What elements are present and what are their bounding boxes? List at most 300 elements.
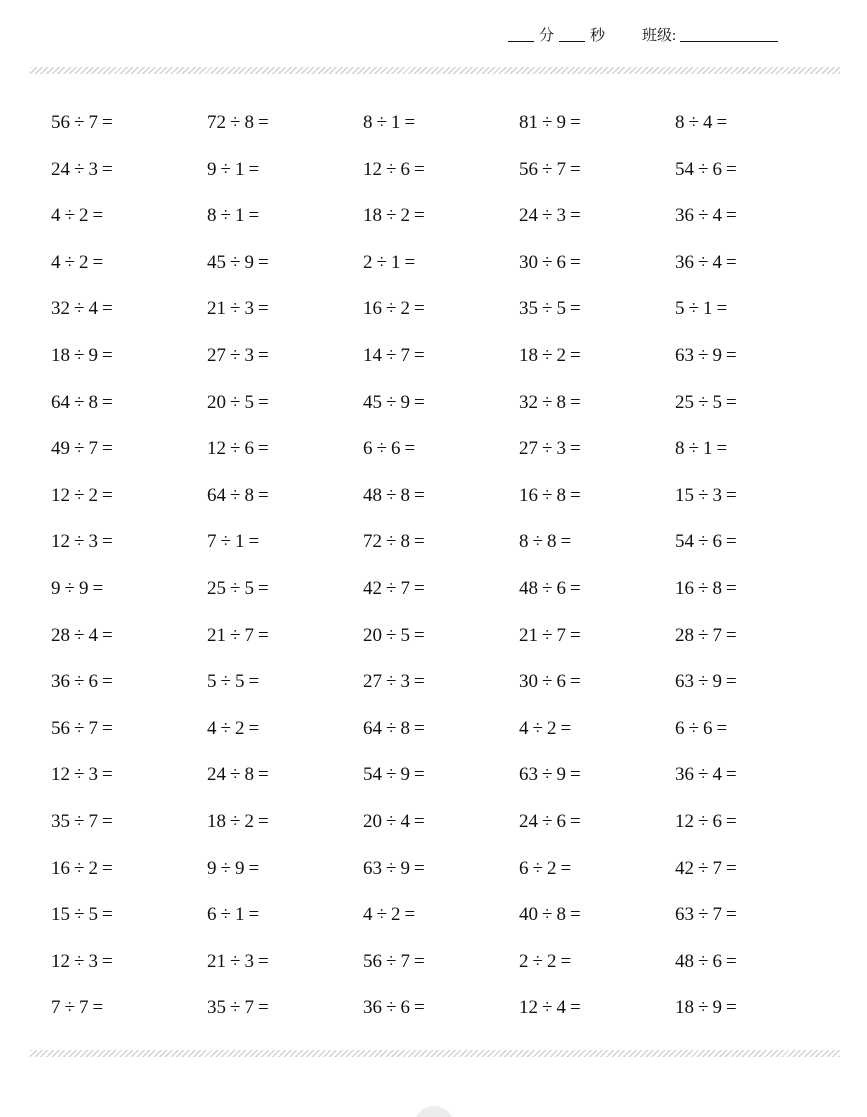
divisor: 4 [702,112,713,133]
dividend: 8 [675,112,685,133]
equals-sign: = [101,950,113,972]
divisor: 9 [400,857,410,879]
division-problem [363,100,519,147]
equals-sign: = [569,764,581,786]
seconds-blank[interactable] [559,27,585,42]
dividend: 8 [519,531,529,553]
equals-sign: = [413,950,425,972]
divisor: 1 [702,298,713,320]
division-problem [519,473,675,520]
division-sign: ÷ [386,158,397,180]
division-sign: ÷ [376,251,387,273]
dividend: 4 [51,205,61,227]
equals-sign: = [725,997,737,1019]
divisor: 4 [88,624,98,646]
division-sign: ÷ [542,671,553,693]
division-problem [51,799,207,846]
divisor: 2 [390,904,401,926]
equals-sign: = [413,531,425,553]
dividend: 35 [51,810,70,832]
equals-sign: = [101,624,113,646]
dividend: 36 [675,251,694,273]
equals-sign: = [404,112,416,133]
equals-sign: = [725,624,737,646]
division-problem [363,892,519,939]
divisor: 5 [556,298,566,320]
divisor: 5 [244,391,254,413]
equals-sign: = [257,251,269,273]
divisor: 9 [712,997,722,1019]
division-sign: ÷ [220,904,231,926]
division-sign: ÷ [386,624,397,646]
equals-sign: = [725,344,737,366]
dividend: 6 [363,438,373,460]
equals-sign: = [248,904,260,926]
division-problem [675,380,831,427]
division-sign: ÷ [386,997,397,1019]
divisor: 7 [244,624,254,646]
division-problem [519,380,675,427]
equals-sign: = [725,904,737,926]
equals-sign: = [404,438,416,460]
division-problem [363,985,519,1032]
equals-sign: = [569,671,581,693]
divisor: 9 [400,764,410,786]
division-sign: ÷ [542,298,553,320]
division-sign: ÷ [542,344,553,366]
divisor: 2 [546,717,557,739]
divisor: 7 [88,112,98,133]
divisor: 4 [712,205,722,227]
dividend: 54 [675,531,694,553]
equals-sign: = [248,717,260,739]
divisor: 2 [244,810,254,832]
dividend: 25 [207,577,226,599]
division-sign: ÷ [230,950,241,972]
division-sign: ÷ [542,904,553,926]
dividend: 12 [363,158,382,180]
divisor: 8 [400,484,410,506]
division-sign: ÷ [230,112,241,133]
division-problem [51,706,207,753]
division-sign: ÷ [386,577,397,599]
division-sign: ÷ [698,344,709,366]
dividend: 56 [519,158,538,180]
division-sign: ÷ [532,531,543,553]
divisor: 6 [244,438,254,460]
bottom-divider [30,1050,840,1057]
divisor: 9 [244,251,254,273]
equals-sign: = [257,484,269,506]
division-sign: ÷ [542,438,553,460]
dividend: 12 [51,484,70,506]
equals-sign: = [725,158,737,180]
division-problem [51,752,207,799]
dividend: 36 [675,764,694,786]
division-sign: ÷ [230,251,241,273]
equals-sign: = [716,112,728,133]
division-problem [519,892,675,939]
division-sign: ÷ [386,671,397,693]
dividend: 8 [207,205,217,227]
divisor: 2 [400,205,410,227]
equals-sign: = [257,997,269,1019]
division-sign: ÷ [230,577,241,599]
division-problem [363,426,519,473]
division-sign: ÷ [74,391,85,413]
equals-sign: = [101,298,113,320]
divisor: 7 [712,857,722,879]
divisor: 1 [702,438,713,460]
division-sign: ÷ [542,810,553,832]
dividend: 18 [207,810,226,832]
division-sign: ÷ [688,298,699,320]
divisor: 2 [88,857,98,879]
dividend: 28 [675,624,694,646]
dividend: 4 [51,251,61,273]
dividend: 16 [675,577,694,599]
divisor: 6 [88,671,98,693]
division-sign: ÷ [230,484,241,506]
division-sign: ÷ [64,577,75,599]
dividend: 12 [519,997,538,1019]
division-problem [363,519,519,566]
division-sign: ÷ [74,438,85,460]
division-sign: ÷ [542,764,553,786]
dividend: 54 [363,764,382,786]
equals-sign: = [101,810,113,832]
equals-sign: = [92,997,104,1019]
dividend: 54 [675,158,694,180]
dividend: 12 [675,810,694,832]
division-problem [675,706,831,753]
divisor: 2 [400,298,410,320]
dividend: 18 [675,997,694,1019]
dividend: 64 [51,391,70,413]
equals-sign: = [725,205,737,227]
division-sign: ÷ [230,344,241,366]
division-sign: ÷ [386,391,397,413]
dividend: 36 [675,205,694,227]
division-sign: ÷ [532,950,543,972]
division-problem [675,566,831,613]
division-problem [519,147,675,194]
divisor: 3 [88,764,98,786]
equals-sign: = [413,671,425,693]
equals-sign: = [101,717,113,739]
dividend: 16 [51,857,70,879]
dividend: 56 [51,717,70,739]
equals-sign: = [92,205,104,227]
equals-sign: = [725,577,737,599]
dividend: 16 [363,298,382,320]
division-problem [51,566,207,613]
dividend: 42 [363,577,382,599]
divisor: 7 [88,438,98,460]
dividend: 28 [51,624,70,646]
equals-sign: = [101,484,113,506]
dividend: 6 [519,857,529,879]
division-problem [51,613,207,660]
divisor: 2 [78,205,89,227]
dividend: 27 [207,344,226,366]
dividend: 5 [675,298,685,320]
division-sign: ÷ [532,717,543,739]
page-indicator [414,1106,454,1117]
divisor: 6 [556,810,566,832]
divisor: 2 [78,251,89,273]
divisor: 3 [244,298,254,320]
equals-sign: = [413,997,425,1019]
division-sign: ÷ [376,438,387,460]
division-problem [519,193,675,240]
equals-sign: = [101,764,113,786]
dividend: 32 [51,298,70,320]
division-sign: ÷ [74,484,85,506]
divisor: 6 [712,531,722,553]
division-sign: ÷ [74,950,85,972]
division-problem [675,100,831,147]
divisor: 8 [400,717,410,739]
dividend: 45 [363,391,382,413]
division-sign: ÷ [74,857,85,879]
division-problem [207,799,363,846]
dividend: 4 [363,904,373,926]
division-sign: ÷ [74,904,85,926]
division-problem [519,659,675,706]
division-problem [51,985,207,1032]
divisor: 7 [400,344,410,366]
division-problem [207,333,363,380]
division-problem [363,193,519,240]
divisor: 6 [702,717,713,739]
divisor: 7 [78,997,89,1019]
dividend: 18 [519,344,538,366]
dividend: 27 [363,671,382,693]
equals-sign: = [248,857,260,879]
division-problem [363,333,519,380]
dividend: 9 [51,577,61,599]
dividend: 5 [207,671,217,693]
equals-sign: = [716,298,728,320]
division-sign: ÷ [230,624,241,646]
divisor: 9 [712,671,722,693]
top-divider [30,67,840,74]
divisor: 7 [400,577,410,599]
equals-sign: = [725,764,737,786]
division-problem [675,147,831,194]
division-problem [207,659,363,706]
equals-sign: = [101,904,113,926]
division-problem [675,333,831,380]
dividend: 48 [675,950,694,972]
divisor: 6 [556,671,566,693]
division-sign: ÷ [230,391,241,413]
divisor: 1 [390,112,401,133]
divisor: 1 [234,531,245,553]
division-problem [363,286,519,333]
equals-sign: = [257,577,269,599]
class-blank[interactable] [680,27,778,42]
division-problem [51,147,207,194]
dividend: 15 [675,484,694,506]
division-sign: ÷ [74,764,85,786]
division-problem [51,939,207,986]
equals-sign: = [257,950,269,972]
dividend: 12 [207,438,226,460]
dividend: 49 [51,438,70,460]
divisor: 9 [234,857,245,879]
equals-sign: = [413,298,425,320]
division-sign: ÷ [74,344,85,366]
divisor: 8 [400,531,410,553]
division-sign: ÷ [698,624,709,646]
dividend: 56 [51,112,70,133]
division-sign: ÷ [386,531,397,553]
equals-sign: = [725,810,737,832]
division-sign: ÷ [386,205,397,227]
division-problem [675,846,831,893]
division-sign: ÷ [698,997,709,1019]
division-problem [363,659,519,706]
divisor: 1 [390,251,401,273]
equals-sign: = [257,810,269,832]
division-sign: ÷ [542,577,553,599]
division-problem [363,799,519,846]
divisor: 9 [88,344,98,366]
dividend: 48 [519,577,538,599]
equals-sign: = [101,438,113,460]
equals-sign: = [725,391,737,413]
division-sign: ÷ [220,531,231,553]
division-problem [363,613,519,660]
division-problem [363,147,519,194]
dividend: 25 [675,391,694,413]
divisor: 5 [712,391,722,413]
dividend: 15 [51,904,70,926]
dividend: 21 [207,950,226,972]
division-sign: ÷ [688,438,699,460]
division-problem [363,939,519,986]
divisor: 8 [546,531,557,553]
equals-sign: = [560,950,572,972]
division-sign: ÷ [220,205,231,227]
minutes-blank[interactable] [508,27,534,42]
division-sign: ÷ [230,997,241,1019]
division-problem [363,706,519,753]
division-problem [519,426,675,473]
dividend: 42 [675,857,694,879]
dividend: 35 [519,298,538,320]
equals-sign: = [413,810,425,832]
equals-sign: = [413,764,425,786]
division-sign: ÷ [698,158,709,180]
problem-grid [51,100,831,1032]
equals-sign: = [92,251,104,273]
equals-sign: = [569,904,581,926]
division-sign: ÷ [64,205,75,227]
division-problem [519,100,675,147]
dividend: 21 [207,624,226,646]
division-problem [519,752,675,799]
equals-sign: = [413,624,425,646]
dividend: 21 [519,624,538,646]
dividend: 81 [519,112,538,133]
equals-sign: = [569,438,581,460]
equals-sign: = [725,251,737,273]
divisor: 8 [244,764,254,786]
division-problem [51,473,207,520]
division-sign: ÷ [542,205,553,227]
division-problem [207,380,363,427]
divisor: 6 [400,158,410,180]
division-sign: ÷ [698,251,709,273]
division-problem [207,426,363,473]
division-sign: ÷ [698,531,709,553]
divisor: 7 [712,624,722,646]
division-sign: ÷ [698,577,709,599]
division-sign: ÷ [74,112,85,133]
division-sign: ÷ [220,857,231,879]
divisor: 3 [556,438,566,460]
division-sign: ÷ [376,904,387,926]
division-problem [207,473,363,520]
equals-sign: = [101,857,113,879]
divisor: 2 [234,717,245,739]
divisor: 7 [556,158,566,180]
dividend: 24 [51,158,70,180]
equals-sign: = [569,997,581,1019]
minute-label: 分 [539,27,555,44]
equals-sign: = [569,624,581,646]
division-sign: ÷ [542,391,553,413]
division-sign: ÷ [386,764,397,786]
division-sign: ÷ [74,158,85,180]
division-problem [675,985,831,1032]
division-problem [363,473,519,520]
equals-sign: = [248,205,260,227]
dividend: 63 [519,764,538,786]
equals-sign: = [101,531,113,553]
dividend: 4 [519,717,529,739]
division-problem [675,240,831,287]
division-sign: ÷ [542,251,553,273]
divisor: 3 [88,158,98,180]
equals-sign: = [725,671,737,693]
division-problem [675,799,831,846]
division-sign: ÷ [698,810,709,832]
division-sign: ÷ [386,950,397,972]
equals-sign: = [101,391,113,413]
dividend: 72 [363,531,382,553]
division-sign: ÷ [74,531,85,553]
division-sign: ÷ [64,251,75,273]
equals-sign: = [725,531,737,553]
divisor: 4 [88,298,98,320]
division-problem [207,939,363,986]
equals-sign: = [248,671,260,693]
dividend: 8 [675,438,685,460]
divisor: 8 [88,391,98,413]
divisor: 6 [556,251,566,273]
division-sign: ÷ [688,112,699,133]
division-problem [51,286,207,333]
division-problem [363,566,519,613]
divisor: 9 [556,112,566,133]
dividend: 45 [207,251,226,273]
equals-sign: = [413,344,425,366]
division-sign: ÷ [542,997,553,1019]
